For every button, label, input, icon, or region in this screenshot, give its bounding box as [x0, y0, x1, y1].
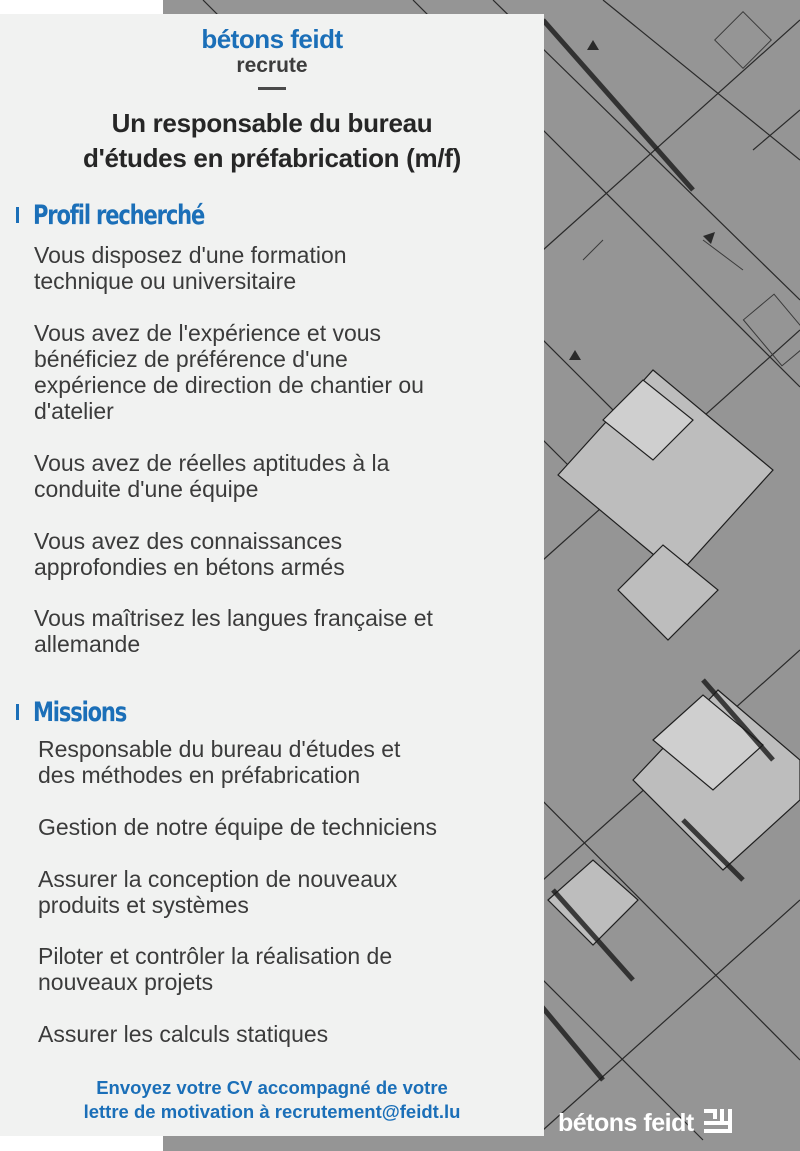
section-bar-icon [16, 704, 19, 720]
mission-item-line: Piloter et contrôler la réalisation de [38, 943, 393, 969]
mission-item [38, 736, 538, 788]
profile-item-line: Vous avez des connaissances [34, 528, 343, 554]
profile-item-line: Vous maîtrisez les langues française et [34, 605, 433, 631]
profile-item [34, 242, 534, 294]
recruiting-label: recrute [236, 54, 308, 77]
footer-logo [558, 1106, 734, 1140]
footer-brand-name: bétons feidt [558, 1108, 694, 1137]
mission-item-line: Responsable du bureau d'études et [38, 736, 401, 762]
missions-section-header [16, 696, 152, 728]
application-email-line: lettre de motivation à recrutement@feidt.lu [83, 1101, 461, 1122]
profile-item-line: bénéficiez de préférence d'une [34, 346, 348, 372]
application-instructions [0, 1076, 544, 1124]
missions-heading: Missions [33, 696, 127, 728]
feidt-logo-mark-icon [704, 1107, 734, 1140]
brand-name: bétons feidt [201, 24, 343, 54]
profile-item-line: Vous disposez d'une formation [34, 242, 347, 268]
profile-heading: Profil recherché [33, 199, 205, 231]
application-line: Envoyez votre CV accompagné de votre [96, 1077, 448, 1098]
profile-item-line: conduite d'une équipe [34, 476, 259, 502]
profile-item-line: Vous avez de l'expérience et vous [34, 320, 382, 346]
job-title-line-2: d'études en préfabrication (m/f) [83, 143, 461, 173]
mission-item [38, 1021, 538, 1047]
mission-item-line: Gestion de notre équipe de techniciens [38, 814, 437, 840]
profile-item-line: approfondies en bétons armés [34, 554, 345, 580]
job-title [0, 106, 544, 176]
mission-item [38, 943, 538, 995]
mission-item [38, 866, 538, 918]
header-divider [258, 87, 286, 90]
section-bar-icon [16, 207, 19, 223]
mission-item-line: nouveaux projets [38, 969, 214, 995]
profile-item [34, 528, 534, 580]
profile-item [34, 320, 534, 424]
profile-section-header [16, 199, 252, 231]
profile-item [34, 605, 539, 657]
profile-item-line: expérience de direction de chantier ou [34, 372, 424, 398]
profile-item-line: allemande [34, 631, 141, 657]
profile-item-line: technique ou universitaire [34, 268, 297, 294]
mission-item-line: Assurer les calculs statiques [38, 1021, 329, 1047]
mission-item-line: Assurer la conception de nouveaux [38, 866, 398, 892]
profile-item [34, 450, 534, 502]
job-title-line-1: Un responsable du bureau [111, 108, 433, 138]
profile-item-line: d'atelier [34, 398, 114, 424]
profile-item-line: Vous avez de réelles aptitudes à la [34, 450, 390, 476]
mission-item-line: des méthodes en préfabrication [38, 762, 361, 788]
mission-item [38, 814, 538, 840]
mission-item-line: produits et systèmes [38, 892, 249, 918]
